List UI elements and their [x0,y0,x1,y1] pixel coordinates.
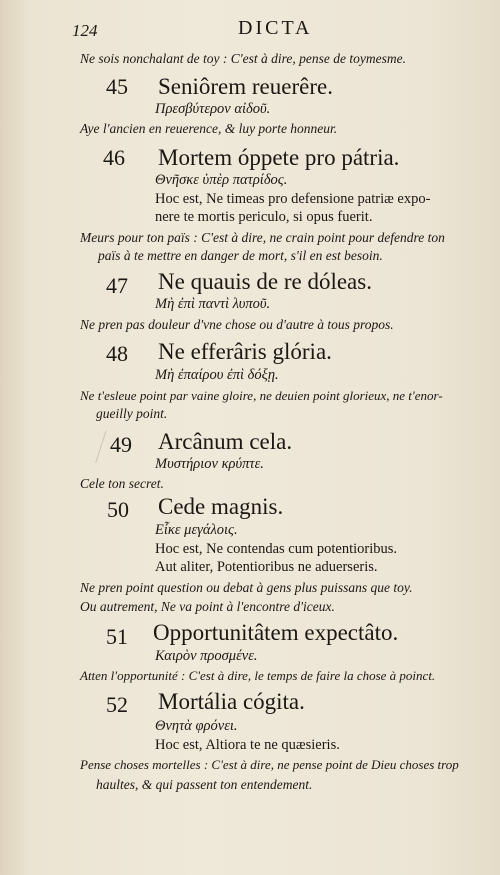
maxim-latin-heading: Ne efferâris glória. [158,339,332,364]
maxim-number: 45 [106,74,128,99]
greek-line: Εἶκε μεγάλοις. [155,522,238,538]
greek-line: Θνῆσκε ὑπὲρ πατρίδος. [155,172,288,188]
greek-line: Πρεσβύτερον αἰδοῦ. [155,101,271,117]
text-line: Ne pren point question ou debat à gens plus puissans que toy. [80,580,413,595]
text-line: païs à te mettre en danger de mort, s'il en est besoin. [98,248,383,263]
maxim-number: 48 [106,341,128,366]
text-line: Hoc est, Altiora te ne quæsieris. [155,737,340,753]
text-line: Aye l'ancien en reuerence, & luy porte honneur. [80,121,338,136]
greek-line: Θνητὰ φρόνει. [155,718,238,734]
greek-line: Καιρὸν προσμένε. [155,648,258,664]
text-line: Cele ton secret. [80,476,164,491]
maxim-number: 49 [110,432,132,457]
maxim-latin-heading: Seniôrem reuerêre. [158,74,333,99]
page-number: 124 [72,21,98,40]
maxim-latin-heading: Opportunitâtem expectâto. [153,620,399,645]
text-line: haultes, & qui passent ton entendement. [96,777,313,792]
maxim-number: 52 [106,692,128,717]
text-line: Ne pren pas douleur d'vne chose ou d'autre à tous propos. [80,317,394,332]
greek-line: Μυστήριον κρύπτε. [155,456,264,472]
text-line: nere te mortis periculo, si opus fuerit. [155,209,373,225]
maxim-latin-heading: Ne quauis de re dóleas. [158,269,372,294]
text-line: Atten l'opportunité : C'est à dire, le temps de faire la chose à poinct. [80,668,436,683]
maxim-number: 47 [106,273,128,298]
maxim-latin-heading: Mortem óppete pro pátria. [158,145,400,170]
text-line: Ne t'esleue point par vaine gloire, ne deuien point glorieux, ne t'enor- [80,388,443,403]
text-line: gueilly point. [96,406,168,421]
text-line: Ou autrement, Ne va point à l'encontre d'iceux. [80,599,335,614]
maxim-number: 50 [107,497,129,522]
text-line: Aut aliter, Potentioribus ne aduerseris. [155,559,378,575]
maxim-number: 51 [106,624,128,649]
running-head: DICTA [238,17,313,39]
text-line: Meurs pour ton païs : C'est à dire, ne crain point pour defendre ton [80,230,445,245]
text-line: Hoc est, Ne contendas cum potentioribus. [155,541,398,557]
maxim-latin-heading: Arcânum cela. [158,429,293,454]
text-line: Pense choses mortelles : C'est à dire, ne pense point de Dieu choses trop [80,757,459,772]
text-line: Ne sois nonchalant de toy : C'est à dire, pense de toymesme. [80,51,406,66]
maxim-number: 46 [103,145,125,170]
greek-line: Μὴ ἐπὶ παντὶ λυποῦ. [155,296,271,312]
maxim-latin-heading: Cede magnis. [158,494,284,519]
greek-line: Μὴ ἐπαίρου ἐπὶ δόξῃ. [155,367,279,383]
text-line: Hoc est, Ne timeas pro defensione patriæ expo- [155,191,431,207]
maxim-latin-heading: Mortália cógita. [158,689,305,714]
